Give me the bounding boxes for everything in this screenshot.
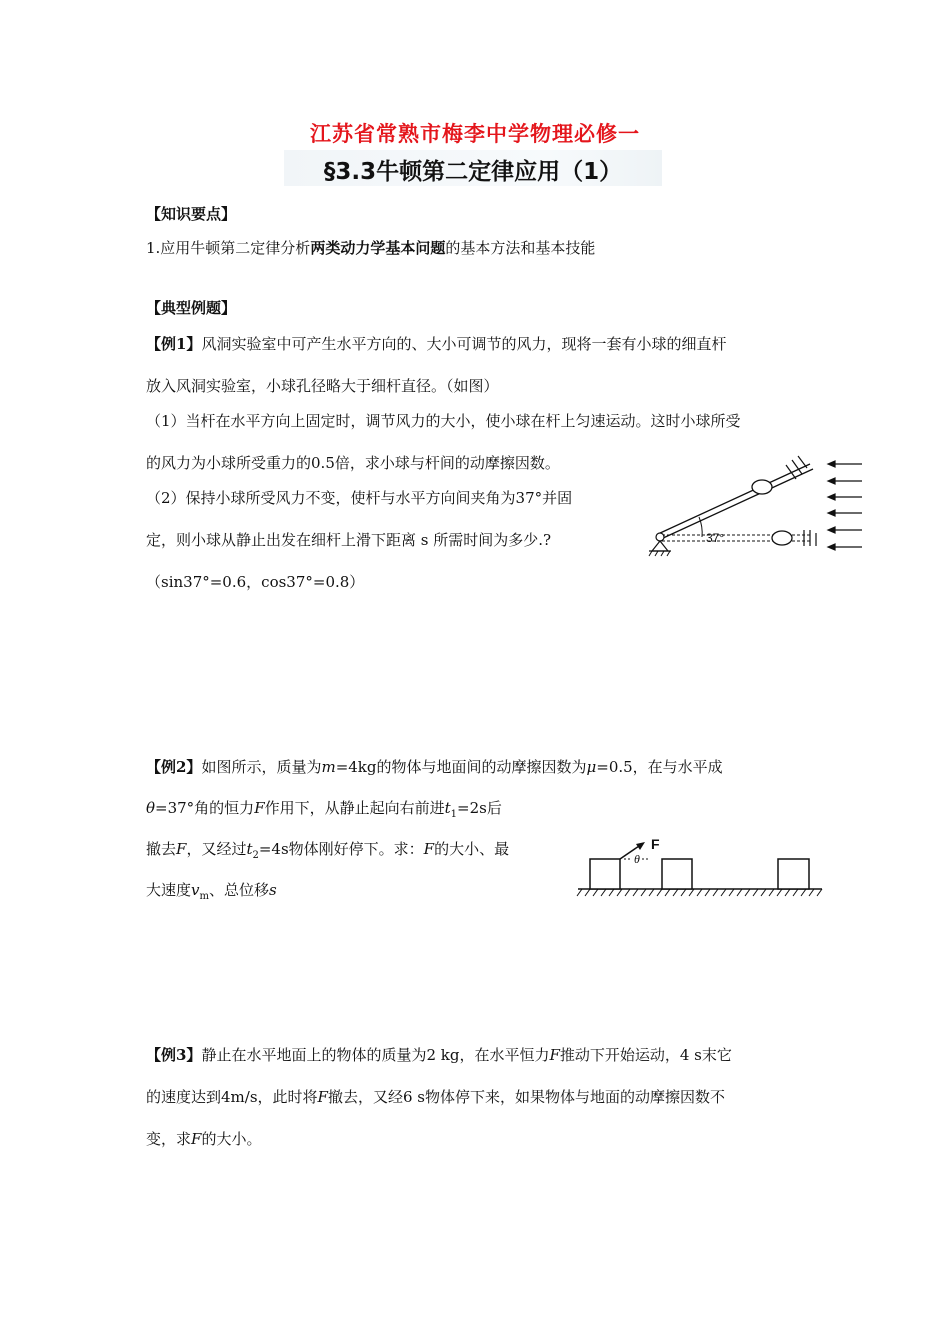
examples-heading: 【典型例题】 <box>146 299 237 317</box>
example2-text: 撤去 <box>146 840 177 858</box>
ball-on-horizontal-rod <box>772 531 792 545</box>
example1-line2: 放入风洞实验室，小球孔径略大于细杆直径。（如图） <box>146 377 499 395</box>
example2-line2 <box>146 798 502 825</box>
page-title: 江苏省常熟市梅李中学物理必修一 <box>310 121 640 146</box>
knowledge-item-bold: 两类动力学基本问题 <box>310 239 446 257</box>
knowledge-heading: 【知识要点】 <box>146 205 237 223</box>
example3-text: 变，求 <box>146 1130 192 1148</box>
pivot-hinge <box>656 533 664 541</box>
inclined-clamp-1 <box>786 465 796 479</box>
example3-line3 <box>146 1129 261 1149</box>
page-subtitle: §3.3牛顿第二定律应用（1） <box>323 159 623 185</box>
force-label: F <box>651 836 660 852</box>
example3-text: 撤去，又经6 s物体停下来，如果物体与地面的动摩擦因数不 <box>327 1088 725 1106</box>
example1-line7: （sin37°=0.6，cos37°=0.8） <box>146 573 365 591</box>
symbol-F: F <box>549 1046 560 1064</box>
symbol-F: F <box>423 840 435 858</box>
symbol-F: F <box>191 1130 202 1148</box>
example3-text: 推动下开始运动，4 s末它 <box>559 1046 732 1064</box>
symbol-v: v <box>191 881 200 899</box>
pivot-hatch-4 <box>667 551 670 556</box>
example3-label: 【例3】 <box>146 1046 202 1064</box>
example1-line5: （2）保持小球所受风力不变，使杆与水平方向间夹角为37°并固 <box>146 489 573 507</box>
example2-text: =4s物体刚好停下。求： <box>258 840 424 858</box>
example1-text1: 风洞实验室中可产生水平方向的、大小可调节的风力，现将一套有小球的细直杆 <box>201 335 727 353</box>
knowledge-item-prefix: 1.应用牛顿第二定律分析 <box>146 239 311 257</box>
block-end <box>778 859 809 889</box>
symbol-theta: θ <box>146 799 156 817</box>
example3-text: 的大小。 <box>201 1130 262 1148</box>
symbol-F: F <box>176 840 187 858</box>
ball-on-inclined-rod <box>752 480 772 494</box>
ground-hatching <box>577 889 822 896</box>
inclined-clamp-3 <box>798 456 807 468</box>
example3-text: 的速度达到4m/s，此时将 <box>146 1088 318 1106</box>
symbol-m: m <box>321 758 336 776</box>
theta-label: θ <box>634 852 640 866</box>
symbol-mu: μ <box>586 758 597 776</box>
example1-line6: 定，则小球从静止出发在细杆上滑下距离 s 所需时间为多少.? <box>146 531 552 549</box>
example2-text: =2s后 <box>457 799 502 817</box>
symbol-t: t <box>444 799 451 817</box>
inclined-rod-bottom-line <box>661 469 813 539</box>
wind-arrows <box>828 461 862 550</box>
symbol-t-subscript: 2 <box>252 850 259 861</box>
example2-text: 、总位移 <box>208 881 269 899</box>
symbol-s: s <box>269 881 277 899</box>
example3-line2 <box>146 1087 725 1107</box>
knowledge-item <box>146 238 595 258</box>
example2-text: ，又经过 <box>186 840 247 858</box>
example1-line1 <box>146 334 726 354</box>
example2-text: =37°角的恒力 <box>155 799 255 817</box>
inclined-rod-top-line <box>658 464 810 534</box>
example2-line1 <box>146 757 723 777</box>
example3-line1 <box>146 1045 732 1065</box>
block-start <box>590 859 620 889</box>
example2-text: 大速度 <box>146 881 192 899</box>
example2-text: =0.5，在与水平成 <box>596 758 723 776</box>
example1-line4: 的风力为小球所受重力的0.5倍，求小球与杆间的动摩擦因数。 <box>146 454 560 472</box>
symbol-F: F <box>254 799 265 817</box>
pivot-hatch-1 <box>649 551 652 556</box>
example2-text: =4kg的物体与地面间的动摩擦因数为 <box>335 758 587 776</box>
symbol-t: t <box>246 840 253 858</box>
pivot-hatch-3 <box>661 551 664 556</box>
angle-label: 37° <box>706 531 725 545</box>
example2-label: 【例2】 <box>146 758 202 776</box>
wind-tunnel-figure <box>640 450 870 570</box>
force-arrow-head <box>636 842 645 850</box>
example2-text: 作用下，从静止起向右前进 <box>264 799 445 817</box>
symbol-t-subscript: 1 <box>450 809 458 820</box>
block-motion-figure <box>576 832 826 907</box>
example1-label: 【例1】 <box>146 335 202 353</box>
knowledge-item-suffix: 的基本方法和基本技能 <box>445 239 596 257</box>
example2-text: 如图所示，质量为 <box>201 758 322 776</box>
symbol-F: F <box>317 1088 328 1106</box>
block-middle <box>662 859 692 889</box>
example2-text: 的大小、最 <box>434 840 510 858</box>
example2-line3 <box>146 839 509 866</box>
pivot-support <box>652 541 668 551</box>
example3-text: 静止在水平地面上的物体的质量为2 kg，在水平恒力 <box>201 1046 550 1064</box>
example2-line4 <box>146 880 277 907</box>
pivot-hatch-2 <box>655 551 658 556</box>
example1-line3: （1）当杆在水平方向上固定时，调节风力的大小，使小球在杆上匀速运动。这时小球所受 <box>146 412 741 430</box>
symbol-v-subscript: m <box>199 891 209 902</box>
